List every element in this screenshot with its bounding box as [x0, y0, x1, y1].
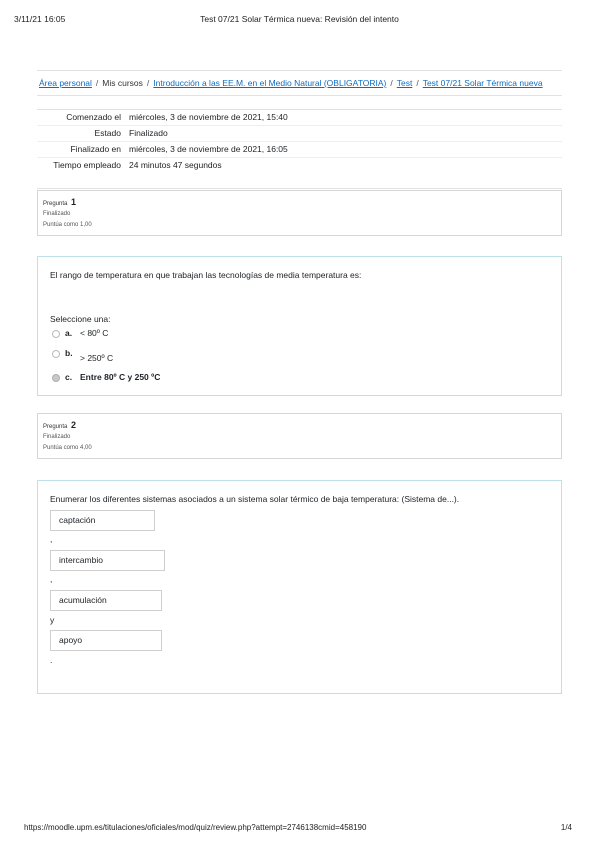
option-text: Entre 80º C y 250 ºC [80, 372, 161, 382]
summary-label: Comenzado el [37, 110, 129, 126]
option-text: < 80º C [80, 328, 109, 338]
summary-row-time [37, 158, 562, 189]
summary-value: Finalizado [129, 126, 562, 142]
question-2-content [37, 480, 562, 694]
answer-separator: . [50, 655, 53, 665]
breadcrumb-course-link[interactable]: Introducción a las EE.M. en el Medio Natural (OBLIGATORIA) [153, 78, 387, 88]
question-1-content [37, 256, 562, 396]
breadcrumb-test-link[interactable]: Test [396, 78, 413, 88]
summary-value: miércoles, 3 de noviembre de 2021, 16:05 [129, 142, 562, 158]
answer-input-2[interactable]: intercambio [50, 550, 165, 571]
summary-label: Tiempo empleado [37, 158, 129, 189]
breadcrumb-separator: / [390, 78, 393, 88]
answer-separator: , [50, 574, 53, 584]
question-text: El rango de temperatura en que trabajan las tecnologías de media temperatura es: [50, 270, 362, 280]
summary-label: Finalizado en [37, 142, 129, 158]
question-state: Finalizado [43, 434, 71, 440]
breadcrumb-my-courses: Mis cursos [102, 78, 143, 88]
question-1-info [37, 190, 562, 236]
print-header [0, 14, 599, 26]
radio-button[interactable] [52, 330, 60, 338]
radio-button[interactable] [52, 350, 60, 358]
option-letter: a. [65, 328, 73, 338]
question-number-value: 1 [71, 197, 77, 207]
radio-button-selected[interactable] [52, 374, 60, 382]
answer-input-4[interactable]: apoyo [50, 630, 162, 651]
question-state: Finalizado [43, 211, 71, 217]
summary-row-finished [37, 142, 562, 158]
question-text: Enumerar los diferentes sistemas asociados a un sistema solar térmico de baja temperatura: (Sistema de...). [50, 494, 460, 504]
question-number-value: 2 [71, 420, 77, 430]
question-number [43, 197, 76, 207]
summary-row-started [37, 110, 562, 126]
question-grade: Puntúa como 4,00 [43, 445, 92, 451]
question-label: Pregunta [43, 424, 68, 430]
breadcrumb-separator: / [146, 78, 150, 88]
breadcrumb-separator: / [95, 78, 99, 88]
answer-input-3[interactable]: acumulación [50, 590, 162, 611]
print-page-number: 1/4 [560, 823, 572, 832]
summary-label: Estado [37, 126, 129, 142]
question-grade: Puntúa como 1,00 [43, 222, 92, 228]
print-date: 3/11/21 16:05 [14, 14, 66, 24]
option-letter: b. [65, 348, 73, 358]
breadcrumb-home-link[interactable]: Área personal [39, 78, 92, 88]
breadcrumb-quiz-link[interactable]: Test 07/21 Solar Térmica nueva [422, 78, 543, 88]
question-prompt: Seleccione una: [50, 314, 111, 324]
option-letter: c. [65, 372, 73, 382]
answer-separator: y [50, 615, 55, 625]
summary-value: miércoles, 3 de noviembre de 2021, 15:40 [129, 110, 562, 126]
breadcrumb [37, 70, 562, 96]
summary-row-state [37, 126, 562, 142]
breadcrumb-separator: / [416, 78, 419, 88]
question-number [43, 420, 76, 430]
summary-value: 24 minutos 47 segundos [129, 158, 562, 189]
print-title: Test 07/21 Solar Térmica nueva: Revisión del intento [200, 14, 399, 24]
question-2-info [37, 413, 562, 459]
attempt-summary-table [37, 109, 562, 189]
question-label: Pregunta [43, 201, 68, 207]
print-url: https://moodle.upm.es/titulaciones/oficiales/mod/quiz/review.php?attempt=2746138cmid=458190 [24, 823, 367, 832]
option-text: > 250º C [80, 353, 114, 363]
answer-input-1[interactable]: captación [50, 510, 155, 531]
answer-separator: , [50, 534, 53, 544]
